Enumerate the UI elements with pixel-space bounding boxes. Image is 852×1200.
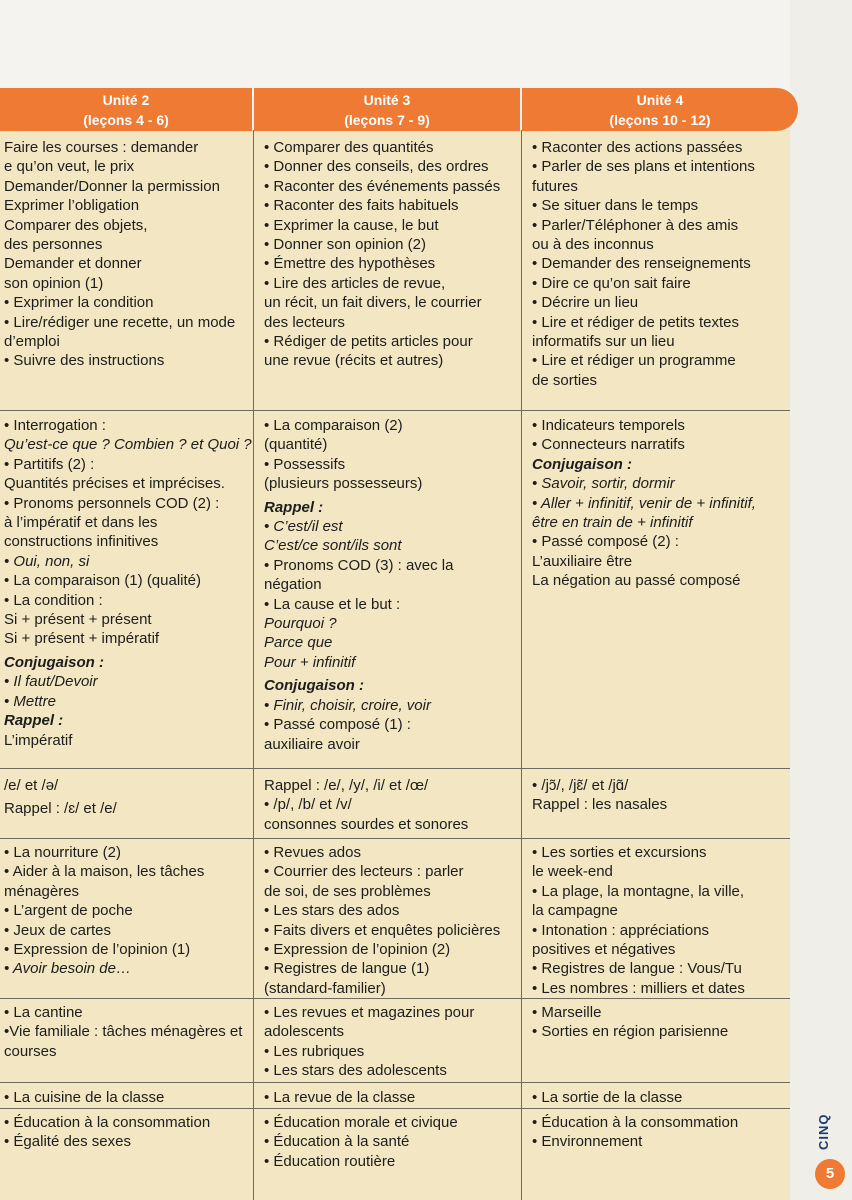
table-cell [264, 776, 468, 834]
cell-line: Exprimer l’obligation [4, 197, 140, 215]
cell-line: Si + présent + présent [4, 611, 152, 629]
cell-line: • La cause et le but : [264, 595, 401, 613]
header-title: Unité 2 [102, 92, 150, 108]
cell-line: • La comparaison (2) [264, 417, 403, 434]
cell-line: • La condition : [4, 591, 103, 609]
cell-line: Rappel : [4, 712, 64, 730]
cell-line: Parce que [264, 634, 333, 652]
cell-line: • Interrogation : [4, 417, 106, 434]
cell-line: de sorties [532, 371, 598, 389]
table-cell [532, 416, 756, 591]
cell-line: • La plage, la montagne, la ville, [532, 882, 745, 900]
cell-line: (plusieurs possesseurs) [264, 475, 423, 493]
cell-line: L’impératif [4, 731, 73, 749]
cell-line: • Faits divers et enquêtes policières [264, 921, 501, 939]
cell-line: le week-end [532, 863, 613, 881]
header-unit-2 [0, 88, 252, 131]
cell-line: • Les nombres : milliers et dates [532, 979, 745, 997]
cell-line: • Se situer dans le temps [532, 197, 699, 215]
cell-line: une revue (récits et autres) [264, 352, 444, 370]
table-cell [4, 138, 235, 371]
table-cell [264, 416, 453, 754]
table-cell [4, 1088, 164, 1107]
page-margin [790, 0, 852, 1200]
table-cell [264, 1088, 415, 1107]
cell-line: • Passé composé (1) : [264, 716, 411, 734]
cell-line: • Jeux de cartes [4, 921, 111, 939]
table-cell [532, 138, 755, 390]
cell-line: • Aider à la maison, les tâches [4, 863, 205, 881]
cell-line: • Éducation à la consommation [4, 1114, 211, 1131]
cell-line: • Égalité des sexes [4, 1133, 131, 1151]
cell-line: • Comparer des quantités [264, 139, 434, 156]
cell-line: Quantités précises et imprécises. [4, 475, 225, 493]
table-cell [4, 776, 117, 819]
cell-line: courses [4, 1042, 57, 1060]
cell-line: • Donner son opinion (2) [264, 236, 427, 254]
cell-line: • Les stars des ados [264, 902, 400, 920]
row-divider [0, 410, 790, 411]
cell-line: • La nourriture (2) [4, 844, 121, 861]
cell-line: • Connecteurs narratifs [532, 436, 685, 454]
cell-line: • Intonation : appréciations [532, 921, 710, 939]
cell-line: L’auxiliaire être [532, 552, 633, 570]
cell-line: • Parler/Téléphoner à des amis [532, 216, 739, 234]
cell-line: • La sortie de la classe [532, 1089, 683, 1106]
cell-line: Rappel : les nasales [532, 796, 668, 814]
header-unit-4 [522, 88, 798, 131]
cell-line: • L’argent de poche [4, 902, 133, 920]
cell-line: • /p/, /b/ et /v/ [264, 796, 352, 814]
row-divider [0, 838, 790, 839]
cell-line: • Lire et rédiger de petits textes [532, 313, 740, 331]
table-cell [532, 1113, 738, 1152]
cell-line: • Donner des conseils, des ordres [264, 158, 489, 176]
cell-line: • Partitifs (2) : [4, 455, 95, 473]
cell-line: • Marseille [532, 1004, 602, 1021]
cell-line: de soi, de ses problèmes [264, 882, 431, 900]
cell-line: Conjugaison : [532, 455, 632, 473]
cell-line: Demander et donner [4, 255, 142, 273]
cell-line: C’est/ce sont/ils sont [264, 537, 402, 555]
table-cell [264, 138, 500, 371]
cell-line: • Les rubriques [264, 1042, 365, 1060]
table-cell [532, 1088, 682, 1107]
cell-line: d’emploi [4, 333, 60, 351]
cell-line: des lecteurs [264, 313, 345, 331]
cell-line: auxiliaire avoir [264, 735, 360, 753]
cell-line: • Dire ce qu’on sait faire [532, 274, 691, 292]
cell-line: • Lire des articles de revue, [264, 274, 446, 292]
cell-line: Rappel : /e/, /y/, /i/ et /œ/ [264, 777, 429, 794]
table-cell [4, 1003, 242, 1061]
cell-line: positives et négatives [532, 941, 676, 959]
cell-line: négation [264, 576, 322, 594]
header-unit-3 [254, 88, 520, 131]
row-divider [0, 1082, 790, 1083]
cell-line: • Émettre des hypothèses [264, 255, 436, 273]
cell-line: constructions infinitives [4, 533, 159, 551]
cell-line: • Éducation à la consommation [532, 1114, 739, 1131]
cell-line: des personnes [4, 236, 103, 254]
cell-line: /e/ et /ə/ [4, 777, 59, 794]
table-cell [4, 843, 204, 979]
cell-line: • Mettre [4, 692, 56, 710]
cell-line: (quantité) [264, 436, 328, 454]
cell-line: • Éducation morale et civique [264, 1114, 458, 1131]
cell-line: ou à des inconnus [532, 236, 654, 254]
cell-line: un récit, un fait divers, le courrier [264, 294, 482, 312]
cell-line: • La comparaison (1) (qualité) [4, 572, 202, 590]
cell-line: • Finir, choisir, croire, voir [264, 696, 431, 714]
cell-line: • Les sorties et excursions [532, 844, 707, 861]
cell-line: • Expression de l’opinion (2) [264, 941, 451, 959]
cell-line: • La cuisine de la classe [4, 1089, 165, 1106]
cell-line: • Raconter des faits habituels [264, 197, 459, 215]
header-subtitle: (leçons 10 - 12) [609, 112, 711, 128]
cell-line: •Vie familiale : tâches ménagères et [4, 1023, 243, 1041]
cell-line: • Parler de ses plans et intentions [532, 158, 755, 176]
table-cell [532, 1003, 728, 1042]
cell-line: • Exprimer la cause, le but [264, 216, 439, 234]
cell-line: • Rédiger de petits articles pour [264, 333, 473, 351]
cell-line: e qu’on veut, le prix [4, 158, 135, 176]
cell-line: • Lire et rédiger un programme [532, 352, 736, 370]
cell-line: • Éducation routière [264, 1152, 396, 1170]
table-cell [532, 776, 667, 815]
table-cell [4, 1113, 210, 1152]
header-title: Unité 4 [636, 92, 684, 108]
cell-line: • Registres de langue : Vous/Tu [532, 960, 742, 978]
row-divider [0, 1108, 790, 1109]
cell-line: • Oui, non, si [4, 552, 90, 570]
cell-line: futures [532, 177, 578, 195]
cell-line: • Environnement [532, 1133, 643, 1151]
cell-line: • La revue de la classe [264, 1089, 416, 1106]
cell-line: Si + présent + impératif [4, 630, 160, 648]
cell-line: • Courrier des lecteurs : parler [264, 863, 464, 881]
header-title: Unité 3 [363, 92, 411, 108]
cell-line: (standard-familier) [264, 979, 386, 997]
cell-line: • Il faut/Devoir [4, 673, 98, 691]
cell-line: • Raconter des actions passées [532, 139, 743, 156]
cell-line: La négation au passé composé [532, 572, 741, 590]
cell-line: informatifs sur un lieu [532, 333, 675, 351]
cell-line: • Pronoms personnels COD (2) : [4, 494, 220, 512]
table-cell [264, 1113, 458, 1171]
cell-line: • Passé composé (2) : [532, 533, 679, 551]
cell-line: • Éducation à la santé [264, 1133, 410, 1151]
cell-line: Rappel : [264, 498, 324, 516]
cell-line: la campagne [532, 902, 618, 920]
cell-line: • Lire/rédiger une recette, un mode [4, 313, 236, 331]
cell-line: son opinion (1) [4, 274, 104, 292]
cell-line: Faire les courses : demander [4, 139, 199, 156]
cell-line: Qu’est-ce que ? Combien ? et Quoi ? [4, 436, 252, 454]
cell-line: • La cantine [4, 1004, 83, 1021]
cell-line: • Décrire un lieu [532, 294, 639, 312]
side-label: CINQ [816, 1113, 831, 1150]
cell-line: • Expression de l’opinion (1) [4, 941, 191, 959]
row-divider [0, 768, 790, 769]
cell-line: • Les stars des adolescents [264, 1062, 447, 1080]
page-number: 5 [815, 1159, 845, 1189]
cell-line: Conjugaison : [264, 677, 364, 695]
cell-line: ménagères [4, 882, 80, 900]
cell-line: adolescents [264, 1023, 345, 1041]
table-cell [264, 1003, 474, 1081]
cell-line: à l’impératif et dans les [4, 514, 158, 532]
cell-line: • Demander des renseignements [532, 255, 751, 273]
cell-line: • Exprimer la condition [4, 294, 154, 312]
cell-line: • Sorties en région parisienne [532, 1023, 729, 1041]
cell-line: • Avoir besoin de… [4, 960, 131, 978]
table-cell [532, 843, 745, 998]
cell-line: Pourquoi ? [264, 615, 337, 633]
column-divider [253, 130, 254, 1200]
header-subtitle: (leçons 7 - 9) [344, 112, 430, 128]
cell-line: • Revues ados [264, 844, 361, 861]
header-subtitle: (leçons 4 - 6) [83, 112, 169, 128]
cell-line: être en train de + infinitif [532, 514, 693, 532]
cell-line: Pour + infinitif [264, 653, 356, 671]
cell-line: Rappel : /ɛ/ et /e/ [4, 800, 117, 818]
cell-line: • Indicateurs temporels [532, 417, 685, 434]
cell-line: • Suivre des instructions [4, 352, 165, 370]
cell-line: Conjugaison : [4, 653, 104, 671]
cell-line: • Raconter des événements passés [264, 177, 501, 195]
cell-line: • Aller + infinitif, venir de + infinitif, [532, 494, 756, 512]
cell-line: Demander/Donner la permission [4, 177, 220, 195]
table-cell [264, 843, 500, 998]
table-cell [4, 416, 252, 750]
cell-line: • Savoir, sortir, dormir [532, 475, 675, 493]
cell-line: consonnes sourdes et sonores [264, 815, 469, 833]
cell-line: • Les revues et magazines pour [264, 1004, 475, 1021]
cell-line: • C’est/il est [264, 518, 343, 536]
cell-line: • Registres de langue (1) [264, 960, 430, 978]
cell-line: • Possessifs [264, 455, 346, 473]
column-divider [521, 130, 522, 1200]
cell-line: • /jɔ̃/, /jɛ̃/ et /jɑ̃/ [532, 777, 629, 794]
cell-line: Comparer des objets, [4, 216, 148, 234]
cell-line: • Pronoms COD (3) : avec la [264, 556, 454, 574]
